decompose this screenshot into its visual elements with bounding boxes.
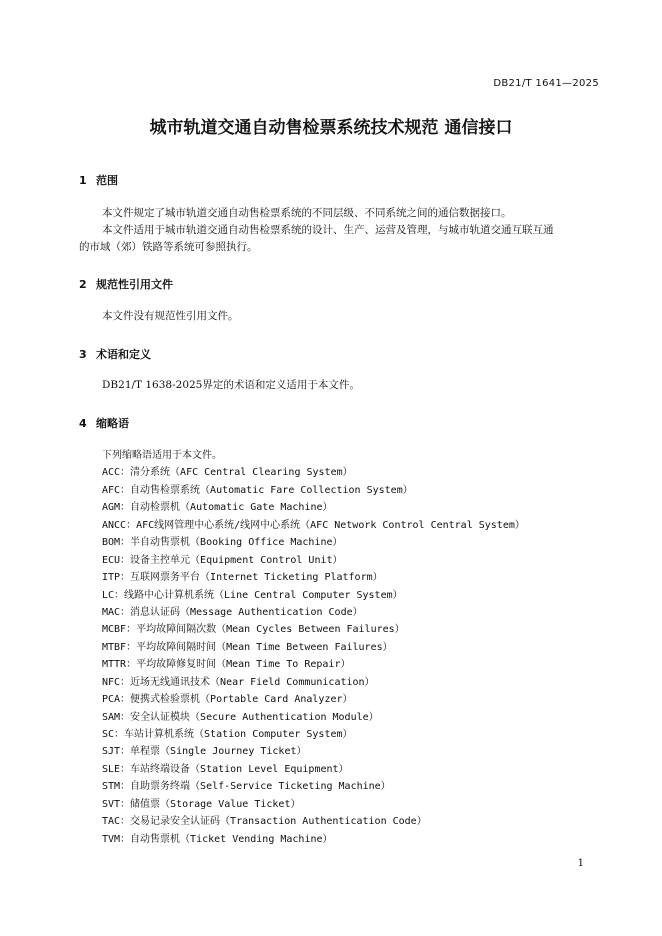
abbreviation-item: MAC：消息认证码（Message Authentication Code） [102,606,363,618]
abbreviation-item: NFC：近场无线通讯技术（Near Field Communication） [102,676,375,688]
abbreviation-item: LC：线路中心计算机系统（Line Central Computer System） [102,589,403,601]
abbreviation-item: SVT：储值票（Storage Value Ticket） [102,798,301,810]
section-1-paragraph-1: 本文件规定了城市轨道交通自动售检票系统的不同层级、不同系统之间的通信数据接口。 [102,207,512,219]
section-4-heading [79,415,129,431]
section-2-paragraph-1: 本文件没有规范性引用文件。 [102,310,239,322]
abbreviation-item: MTBF：平均故障间隔时间（Mean Time Between Failures） [102,641,393,653]
abbreviation-item: STM：自助票务终端（Self-Service Ticketing Machine） [102,781,391,793]
section-1-title: 范围 [96,174,118,187]
section-4-title: 缩略语 [96,417,129,430]
page-number: 1 [577,858,584,869]
section-3-number: 3 [79,348,87,361]
abbreviation-item: ACC：清分系统（AFC Central Clearing System） [102,467,353,479]
section-2-heading [79,276,173,292]
section-1-heading [79,172,118,188]
section-3-heading [79,346,151,362]
abbreviation-item: MCBF：平均故障间隔次数（Mean Cycles Between Failures） [102,624,405,636]
abbreviation-item: SLE：车站终端设备（Station Level Equipment） [102,763,349,775]
abbreviation-item: ITP：互联网票务平台（Internet Ticketing Platform） [102,572,383,584]
abbreviation-list [102,447,525,848]
section-3-title: 术语和定义 [96,348,151,361]
abbreviation-item: MTTR：平均故障修复时间（Mean Time To Repair） [102,659,351,671]
section-4-number: 4 [79,417,87,430]
abbreviation-item: BOM：半自动售票机（Booking Office Machine） [102,537,343,549]
standard-code: DB21/T 1641—2025 [493,78,599,89]
section-3-paragraph-1: DB21/T 1638-2025界定的术语和定义适用于本文件。 [102,379,360,391]
abbreviation-item: SC：车站计算机系统（Station Computer System） [102,729,353,740]
abbreviation-item: ANCC：AFC线网管理中心系统/线网中心系统（AFC Network Control Central System） [102,519,525,531]
abbreviation-item: AFC：自动售检票系统（Automatic Fare Collection System） [102,484,413,496]
section-1-paragraph-2-line-2: 的市域（郊）铁路等系统可参照执行。 [79,241,258,253]
document-title: 城市轨道交通自动售检票系统技术规范 通信接口 [149,118,513,138]
abbreviation-item: AGM：自动检票机（Automatic Gate Machine） [102,502,333,514]
abbreviation-item: TAC：交易记录安全认证码（Transaction Authentication Code） [102,816,427,828]
abbreviation-item: SJT：单程票（Single Journey Ticket） [102,746,307,758]
section-2-title: 规范性引用文件 [96,278,173,291]
section-2-number: 2 [79,278,87,291]
section-1-number: 1 [79,174,87,187]
abbreviation-intro: 下列缩略语适用于本文件。 [102,450,222,461]
abbreviation-item: SAM：安全认证模块（Secure Authentication Module） [102,711,379,723]
section-1-paragraph-2-line-1: 本文件适用于城市轨道交通自动售检票系统的设计、生产、运营及管理，与城市轨道交通互联互通 [102,224,554,236]
abbreviation-item: PCA：便携式检验票机（Portable Card Analyzer） [102,694,353,706]
abbreviation-item: TVM：自动售票机（Ticket Vending Machine） [102,833,333,845]
abbreviation-item: ECU：设备主控单元（Equipment Control Unit） [102,554,343,566]
